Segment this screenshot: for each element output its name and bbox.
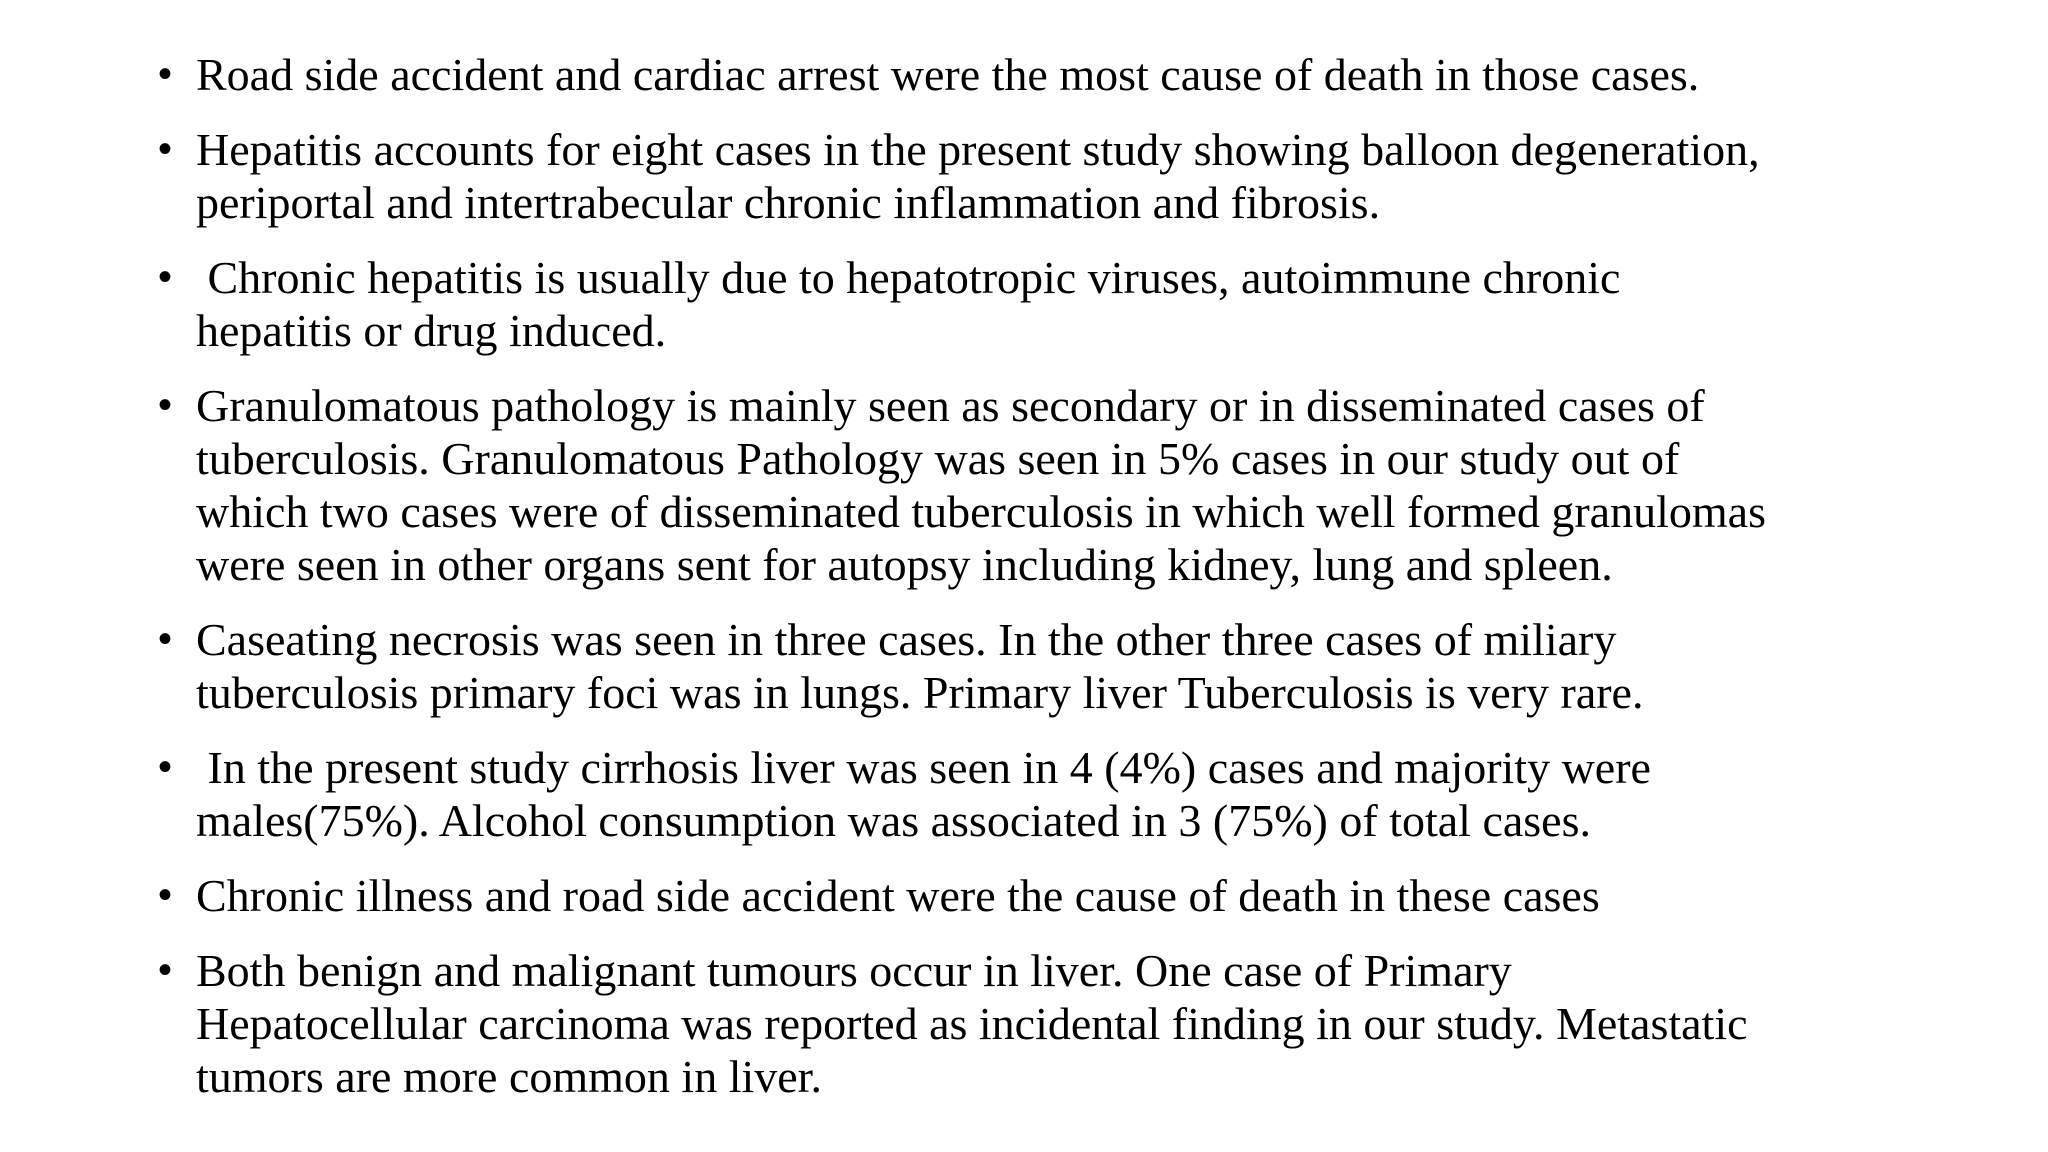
bullet-icon: • [158,52,173,96]
bullet-line: tuberculosis primary foci was in lungs. Primary liver Tuberculosis is very rare. [196,667,1644,718]
bullet-item [158,869,1898,922]
bullet-text [196,741,1898,847]
bullet-item [158,741,1898,847]
bullet-line: were seen in other organs sent for autopsy including kidney, lung and spleen. [196,539,1613,590]
bullet-line: Chronic illness and road side accident were the cause of death in these cases [196,870,1600,921]
bullet-line: periportal and intertrabecular chronic inflammation and fibrosis. [196,177,1381,228]
bullet-item [158,123,1898,229]
bullet-text [196,613,1898,719]
bullet-line: Granulomatous pathology is mainly seen as secondary or in disseminated cases of [196,380,1705,431]
bullet-line: which two cases were of disseminated tuberculosis in which well formed granulomas [196,486,1766,537]
bullet-line: hepatitis or drug induced. [196,305,667,356]
bullet-icon: • [158,745,173,789]
bullet-line: tumors are more common in liver. [196,1051,822,1102]
bullet-line: In the present study cirrhosis liver was seen in 4 (4%) cases and majority were [196,742,1651,793]
bullet-icon: • [158,127,173,171]
bullet-line: Caseating necrosis was seen in three cases. In the other three cases of miliary [196,614,1617,665]
bullet-item [158,48,1898,101]
bullet-icon: • [158,617,173,661]
bullet-line: Road side accident and cardiac arrest were the most cause of death in those cases. [196,49,1700,100]
bullet-item [158,944,1898,1103]
bullet-line: Hepatocellular carcinoma was reported as incidental finding in our study. Metastatic [196,998,1748,1049]
bullet-line: Both benign and malignant tumours occur in liver. One case of Primary [196,945,1512,996]
bullet-text [196,251,1898,357]
bullet-item [158,613,1898,719]
bullet-icon: • [158,383,173,427]
bullet-text [196,869,1898,922]
bullet-text [196,379,1898,591]
bullet-icon: • [158,948,173,992]
bullet-line: Chronic hepatitis is usually due to hepatotropic viruses, autoimmune chronic [196,252,1621,303]
bullet-line: tuberculosis. Granulomatous Pathology was seen in 5% cases in our study out of [196,433,1680,484]
bullet-icon: • [158,873,173,917]
bullet-item [158,379,1898,591]
bullet-text [196,944,1898,1103]
bullet-item [158,251,1898,357]
bullet-line: males(75%). Alcohol consumption was associated in 3 (75%) of total cases. [196,795,1592,846]
bullet-text [196,123,1898,229]
bullet-icon: • [158,255,173,299]
bullet-line: Hepatitis accounts for eight cases in the present study showing balloon degeneration, [196,124,1760,175]
bullet-text [196,48,1898,101]
bullet-list [158,48,1898,1103]
